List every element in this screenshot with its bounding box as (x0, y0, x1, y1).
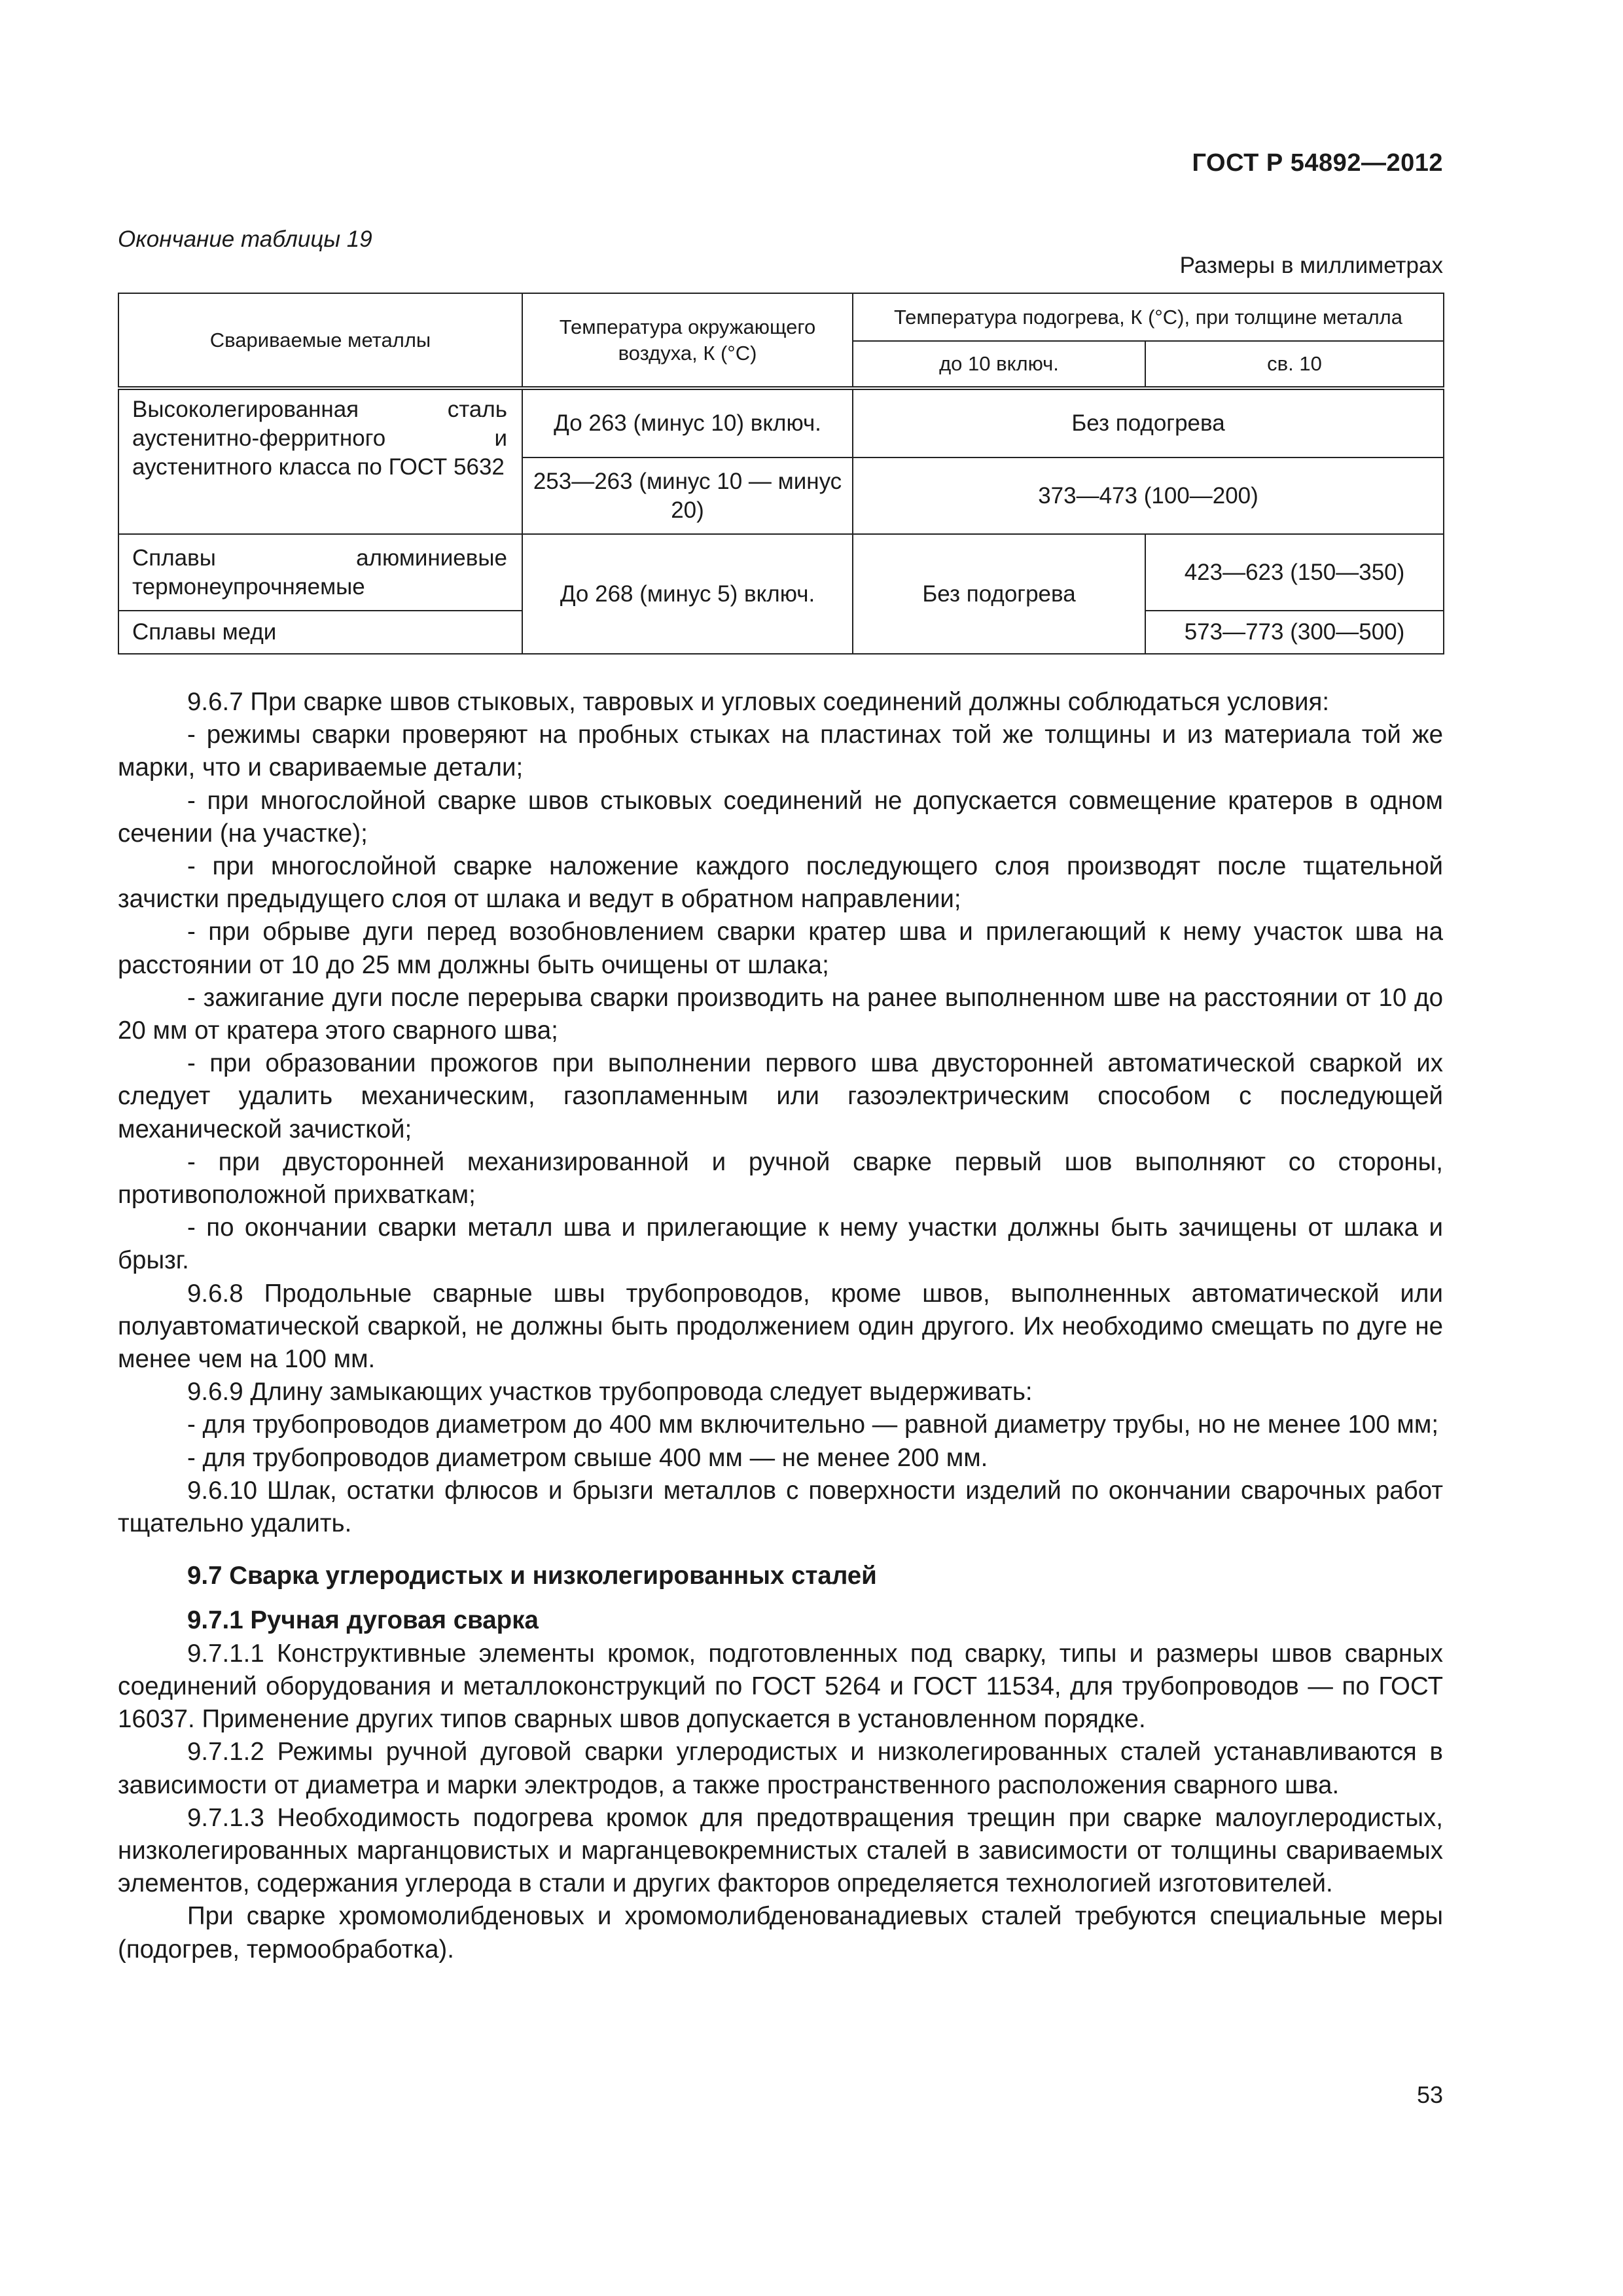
table-header-row (118, 293, 1444, 341)
list-item: - по окончании сварки металл шва и прилегающие к нему участки должны быть зачищены от шлака и брызг. (118, 1213, 1443, 1275)
subsection-heading-9-7-1: 9.7.1 Ручная дуговая сварка (187, 1606, 539, 1635)
paragraph-9-6-9: 9.6.9 Длину замыкающих участков трубопровода следует выдерживать: (187, 1378, 1033, 1407)
table-caption: Окончание таблицы 19 (118, 226, 372, 252)
preheat-cell: Без подогрева (853, 388, 1444, 457)
metal-aluminium-alloys: Сплавы алюминиевые термонеупрочняемые (118, 534, 522, 611)
preheat-cell: 373—473 (100—200) (853, 457, 1444, 534)
header-air-temperature: Температура окружающего воздуха, К (°С) (522, 293, 853, 388)
section-heading-9-7: 9.7 Сварка углеродистых и низколегированных сталей (187, 1562, 877, 1590)
paragraph-9-6-10: 9.6.10 Шлак, остатки флюсов и брызги металлов с поверхности изделий по окончании сварочных работ тщательно удалить. (118, 1476, 1443, 1538)
list-item: - при многослойной сварке наложение каждого последующего слоя производят после тщательной зачистки предыдущего слоя от шлака и ведут в обратном направлении; (118, 852, 1443, 914)
list-item: - при многослойной сварке швов стыковых соединений не допускается совмещение кратеров в одном сечении (на участке); (118, 786, 1443, 848)
preheat-cell: 423—623 (150—350) (1145, 534, 1444, 611)
document-code-header: ГОСТ Р 54892—2012 (1192, 149, 1443, 177)
list-item: - для трубопроводов диаметром до 400 мм включительно — равной диаметру трубы, но не менее 100 мм; (187, 1410, 1439, 1439)
subheader-thickness-up-to-10: до 10 включ. (853, 341, 1145, 388)
list-item: - для трубопроводов диаметром свыше 400 мм — не менее 200 мм. (187, 1443, 988, 1472)
spacer (118, 1540, 1443, 1560)
header-preheat-temperature: Температура подогрева, К (°С), при толщине металла (853, 293, 1444, 341)
list-item: - при образовании прожогов при выполнении первого шва двусторонней автоматической сваркой их следует удалить механическим, газопламенным или газоэлектрическим способом с последующей механической зачисткой; (118, 1049, 1443, 1143)
paragraph-9-7-1-2: 9.7.1.2 Режимы ручной дуговой сварки углеродистых и низколегированных сталей устанавливаются в зависимости от диаметра и марки электродов, а также пространственного расположения сварного шва. (118, 1738, 1443, 1799)
list-item: - при обрыве дуги перед возобновлением сварки кратер шва и прилегающий к нему участок шва на расстоянии от 10 до 25 мм должны быть очищены от шлака; (118, 918, 1443, 979)
document-body (118, 686, 1443, 1966)
page-number: 53 (1416, 2081, 1443, 2108)
paragraph-9-6-7: 9.6.7 При сварке швов стыковых, тавровых и угловых соединений должны соблюдаться условия: (187, 688, 1330, 716)
list-item: - режимы сварки проверяют на пробных стыках на пластинах той же толщины и из материала той же марки, что и свариваемые детали; (118, 721, 1443, 782)
metal-copper-alloys: Сплавы меди (118, 611, 522, 654)
paragraph-9-6-8: 9.6.8 Продольные сварные швы трубопроводов, кроме швов, выполненных автоматической или полуавтоматической сваркой, не должны быть продолжением один другого. Их необходимо смещать по дуге не менее чем на 100 мм. (118, 1279, 1443, 1374)
header-welded-metals: Свариваемые металлы (118, 293, 522, 388)
table-units-note: Размеры в миллиметрах (1179, 253, 1443, 278)
air-temp-cell: До 268 (минус 5) включ. (522, 534, 853, 654)
document-page (118, 0, 1443, 2296)
table-row (118, 388, 1444, 457)
table-row (118, 534, 1444, 611)
air-temp-cell: До 263 (минус 10) включ. (522, 388, 853, 457)
list-item: - зажигание дуги после перерыва сварки производить на ранее выполненном шве на расстоянии от 10 до 20 мм от кратера этого сварного шва; (118, 983, 1443, 1045)
metal-high-alloy-steel: Высоколегированная сталь аустенитно-ферритного и аустенитного класса по ГОСТ 5632 (118, 388, 522, 534)
subheader-thickness-over-10: св. 10 (1145, 341, 1444, 388)
paragraph-9-7-1-1: 9.7.1.1 Конструктивные элементы кромок, подготовленных под сварку, типы и размеры швов сварных соединений оборудования и металлоконструкций по ГОСТ 5264 и ГОСТ 11534, для трубопроводов — по ГОСТ 16037. Применение других типов сварных швов допускается в установленном порядке. (118, 1639, 1443, 1734)
paragraph-9-7-1-3: 9.7.1.3 Необходимость подогрева кромок для предотвращения трещин при сварке малоуглеродистых, низколегированных марганцовистых и марганцевокремнистых сталей в зависимости от толщины свариваемых элементов, содержания углерода в стали и других факторов определяется технологией изготовителей. (118, 1803, 1443, 1898)
list-item: - при двусторонней механизированной и ручной сварке первый шов выполняют со стороны, противоположной прихваткам; (118, 1147, 1443, 1210)
preheat-cell: Без подогрева (853, 534, 1145, 654)
paragraph-9-7-1-3-continued: При сварке хромомолибденовых и хромомолибденованадиевых сталей требуются специальные меры (подогрев, термообработка). (118, 1902, 1443, 1964)
air-temp-cell: 253—263 (минус 10 — минус 20) (522, 457, 853, 534)
spacer (118, 1592, 1443, 1604)
preheat-temperature-table (118, 293, 1444, 655)
preheat-cell: 573—773 (300—500) (1145, 611, 1444, 654)
